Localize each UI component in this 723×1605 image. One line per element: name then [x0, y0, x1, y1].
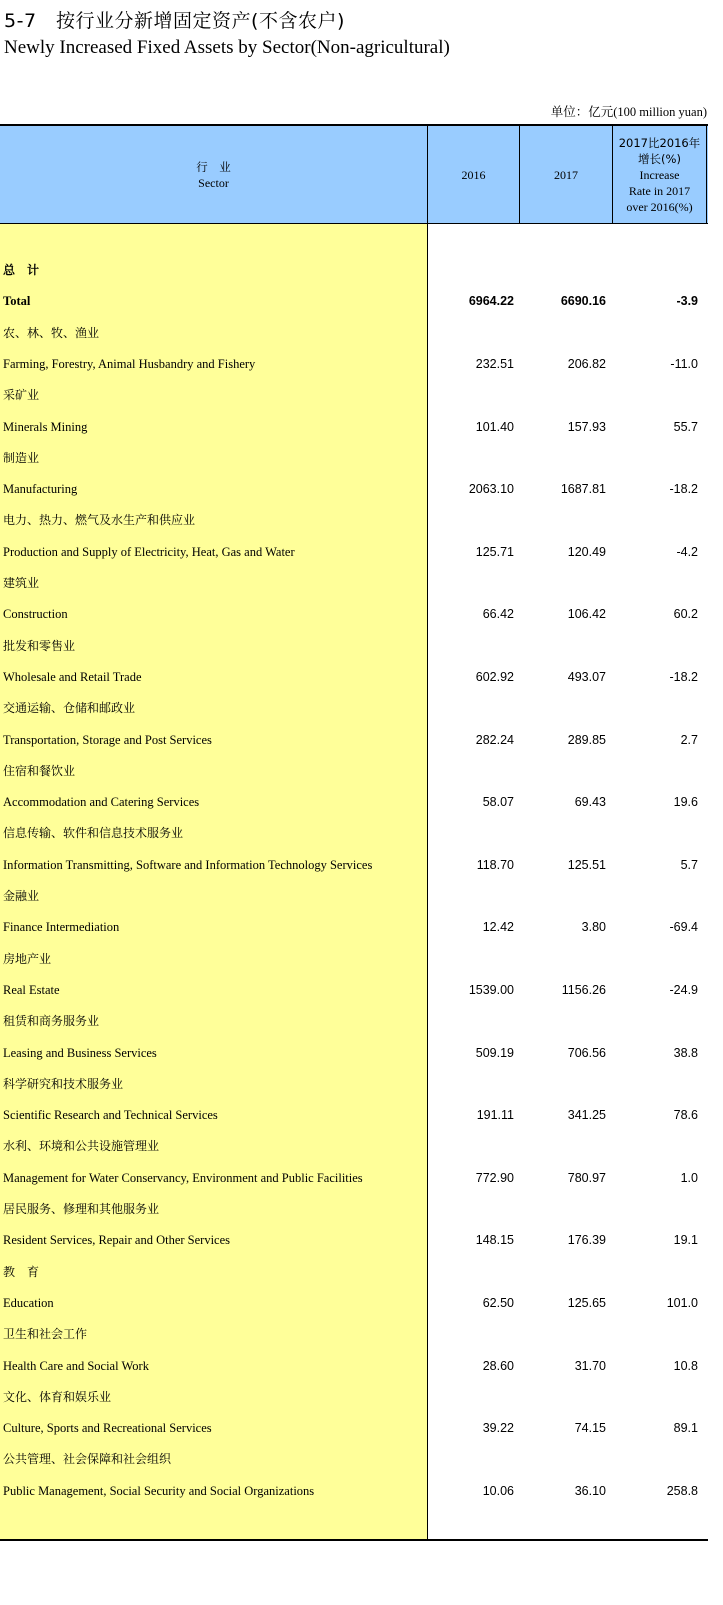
table-row: [0, 917, 708, 937]
sector-name-en: Health Care and Social Work: [3, 1358, 149, 1373]
header-growth: [613, 126, 706, 223]
table-row-cn: [0, 448, 708, 468]
growth-rate: 89.1: [673, 1421, 698, 1436]
value-2017: 157.93: [567, 419, 606, 434]
sector-name-en: Leasing and Business Services: [3, 1045, 157, 1060]
table-row: [0, 354, 708, 374]
table-row: [0, 1356, 708, 1376]
sector-name-cn: 采矿业: [3, 388, 40, 403]
sector-name-en: Public Management, Social Security and Social Organizations: [3, 1483, 315, 1498]
header-sector-en: Sector: [198, 175, 229, 190]
value-2016: 1539.00: [468, 982, 514, 997]
table-row: [0, 1293, 708, 1313]
table-row-cn: [0, 573, 708, 593]
value-2016: 101.40: [475, 419, 514, 434]
sector-name-en: Transportation, Storage and Post Services: [3, 732, 212, 747]
table-row-cn: [0, 761, 708, 781]
table-row-cn: [0, 1136, 708, 1156]
value-2017: 3.80: [581, 920, 606, 935]
sector-name-en: Production and Supply of Electricity, Heat, Gas and Water: [3, 544, 295, 559]
sector-name-en: Farming, Forestry, Animal Husbandry and Fishery: [3, 356, 256, 371]
table-row-cn: [0, 698, 708, 718]
value-2016: 772.90: [475, 1170, 514, 1185]
value-2017: 1156.26: [561, 982, 606, 997]
sector-name-cn: 信息传输、软件和信息技术服务业: [3, 826, 184, 841]
value-2017: 125.65: [567, 1295, 606, 1310]
value-2017: 780.97: [567, 1170, 606, 1185]
value-2017: 289.85: [567, 732, 606, 747]
table-row-cn: [0, 636, 708, 656]
table-row: [0, 417, 708, 437]
sector-name-en: Wholesale and Retail Trade: [3, 669, 142, 684]
sector-name-cn: 总 计: [3, 263, 40, 277]
column-divider: [706, 126, 707, 223]
table-row: [0, 730, 708, 750]
sector-name-cn: 批发和零售业: [3, 638, 76, 653]
value-2016: 602.92: [475, 669, 514, 684]
growth-rate: 19.1: [673, 1233, 698, 1248]
table-row: [0, 667, 708, 687]
sector-name-en: Scientific Research and Technical Services: [3, 1108, 218, 1123]
sector-name-en: Information Transmitting, Software and Information Technology Services: [3, 857, 373, 872]
sector-name-cn: 农、林、牧、渔业: [3, 325, 100, 340]
sector-name-en: Management for Water Conservancy, Environment and Public Facilities: [3, 1170, 363, 1185]
value-2017: 74.15: [574, 1421, 606, 1436]
value-2016: 125.71: [475, 544, 514, 559]
value-2017: 106.42: [567, 607, 606, 622]
table-row-cn: [0, 1387, 708, 1407]
table-row-cn: [0, 1449, 708, 1469]
sector-name-cn: 科学研究和技术服务业: [3, 1076, 124, 1091]
sector-name-cn: 房地产业: [3, 951, 52, 966]
value-2016: 232.51: [475, 356, 514, 371]
value-2017: 31.70: [574, 1358, 606, 1373]
sector-name-cn: 金融业: [3, 889, 40, 903]
sector-name-cn: 公共管理、社会保障和社会组织: [3, 1452, 172, 1467]
sector-name-cn: 交通运输、仓储和邮政业: [3, 701, 136, 716]
header-growth-l2: 增长(%): [638, 151, 681, 166]
header-growth-l1: 2017比2016年: [618, 135, 701, 150]
value-2017: 341.25: [567, 1108, 606, 1123]
table-row-cn: [0, 323, 708, 343]
value-2016: 58.07: [482, 795, 514, 810]
value-2016: 148.15: [475, 1233, 514, 1248]
value-2016: 39.22: [482, 1421, 514, 1436]
value-2017: 69.43: [574, 795, 606, 810]
sector-name-cn: 水利、环境和公共设施管理业: [3, 1139, 160, 1154]
growth-rate: -4.2: [676, 544, 698, 559]
header-2016-label: 2016: [461, 167, 486, 182]
growth-rate: 78.6: [673, 1108, 698, 1123]
table-row-cn: [0, 260, 708, 280]
sector-name-en: Education: [3, 1295, 54, 1310]
growth-rate: 2.7: [680, 732, 698, 747]
header-2017: [520, 126, 612, 223]
value-2017: 125.51: [567, 857, 606, 872]
value-2017: 6690.16: [560, 294, 606, 309]
sector-name-en: Real Estate: [3, 982, 60, 997]
table-row: [0, 1481, 708, 1501]
growth-rate: 101.0: [666, 1295, 698, 1310]
page-title-en: Newly Increased Fixed Assets by Sector(Non-agricultural): [4, 37, 450, 58]
sector-name-en: Manufacturing: [3, 482, 78, 497]
header-sector: [0, 126, 427, 223]
header-growth-l3: Increase: [639, 167, 680, 182]
sector-name-en: Construction: [3, 607, 68, 622]
table-row: [0, 291, 708, 311]
value-2016: 28.60: [482, 1358, 514, 1373]
table-row-cn: [0, 886, 708, 906]
value-2016: 282.24: [475, 732, 514, 747]
value-2017: 176.39: [567, 1233, 606, 1248]
value-2016: 2063.10: [468, 482, 514, 497]
table-row-cn: [0, 510, 708, 530]
sector-name-cn: 卫生和社会工作: [3, 1327, 88, 1342]
growth-rate: 258.8: [666, 1483, 698, 1498]
table-row: [0, 1168, 708, 1188]
sector-name-cn: 居民服务、修理和其他服务业: [3, 1202, 160, 1216]
growth-rate: 19.6: [673, 795, 698, 810]
header-2016: [428, 126, 519, 223]
data-table: [0, 124, 708, 1541]
sector-name-cn: 制造业: [3, 450, 40, 465]
sector-name-cn: 电力、热力、燃气及水生产和供应业: [3, 513, 196, 528]
header-sector-cn: 行 业: [196, 159, 231, 174]
growth-rate: 60.2: [673, 607, 698, 622]
sector-name-en: Culture, Sports and Recreational Services: [3, 1421, 212, 1436]
table-row: [0, 542, 708, 562]
value-2017: 706.56: [567, 1045, 606, 1060]
growth-rate: -18.2: [669, 669, 698, 684]
table-row-cn: [0, 1074, 708, 1094]
unit-label: 单位：亿元(100 million yuan): [550, 105, 707, 119]
table-row: [0, 1105, 708, 1125]
growth-rate: -69.4: [669, 920, 698, 935]
table-row-cn: [0, 1262, 708, 1282]
table-row-cn: [0, 385, 708, 405]
value-2016: 191.11: [476, 1108, 514, 1123]
growth-rate: -3.9: [676, 294, 698, 309]
sector-name-cn: 住宿和餐饮业: [3, 763, 76, 778]
table-row: [0, 1418, 708, 1438]
value-2016: 509.19: [475, 1045, 514, 1060]
value-2017: 120.49: [567, 544, 606, 559]
table-row: [0, 479, 708, 499]
header-2017-label: 2017: [554, 167, 578, 182]
growth-rate: -24.9: [669, 982, 698, 997]
table-row-cn: [0, 1011, 708, 1031]
value-2016: 12.42: [482, 920, 514, 935]
value-2017: 493.07: [567, 669, 606, 684]
value-2016: 66.42: [482, 607, 514, 622]
sector-name-en: Accommodation and Catering Services: [3, 795, 200, 810]
table-row: [0, 1043, 708, 1063]
table-row-cn: [0, 1324, 708, 1344]
growth-rate: 1.0: [680, 1170, 698, 1185]
growth-rate: 10.8: [673, 1358, 698, 1373]
growth-rate: -18.2: [669, 482, 698, 497]
sector-name-cn: 教 育: [3, 1264, 40, 1279]
header-growth-l5: over 2016(%): [626, 199, 693, 214]
table-row-cn: [0, 1199, 708, 1219]
sector-name-cn: 建筑业: [3, 576, 40, 590]
table-row: [0, 1230, 708, 1250]
table-row: [0, 980, 708, 1000]
sector-name-en: Total: [3, 294, 31, 309]
value-2017: 36.10: [574, 1483, 606, 1498]
table-row: [0, 855, 708, 875]
growth-rate: 38.8: [673, 1045, 698, 1060]
growth-rate: -11.0: [670, 356, 698, 371]
table-row-cn: [0, 949, 708, 969]
table-row-cn: [0, 823, 708, 843]
value-2016: 118.70: [476, 857, 514, 872]
value-2016: 10.06: [482, 1483, 514, 1498]
value-2016: 6964.22: [468, 294, 514, 309]
sector-name-en: Finance Intermediation: [3, 920, 120, 935]
sector-name-en: Minerals Mining: [3, 419, 88, 434]
value-2017: 206.82: [567, 356, 606, 371]
page-title-cn: 5-7 按行业分新增固定资产(不含农户): [4, 10, 345, 32]
value-2017: 1687.81: [560, 482, 606, 497]
growth-rate: 55.7: [673, 419, 698, 434]
growth-rate: 5.7: [680, 857, 698, 872]
sector-name-en: Resident Services, Repair and Other Services: [3, 1233, 231, 1248]
table-row: [0, 792, 708, 812]
sector-name-cn: 文化、体育和娱乐业: [3, 1389, 112, 1404]
table-row: [0, 604, 708, 624]
header-growth-l4: Rate in 2017: [628, 183, 691, 198]
sector-name-cn: 租赁和商务服务业: [3, 1014, 100, 1029]
value-2016: 62.50: [482, 1295, 514, 1310]
